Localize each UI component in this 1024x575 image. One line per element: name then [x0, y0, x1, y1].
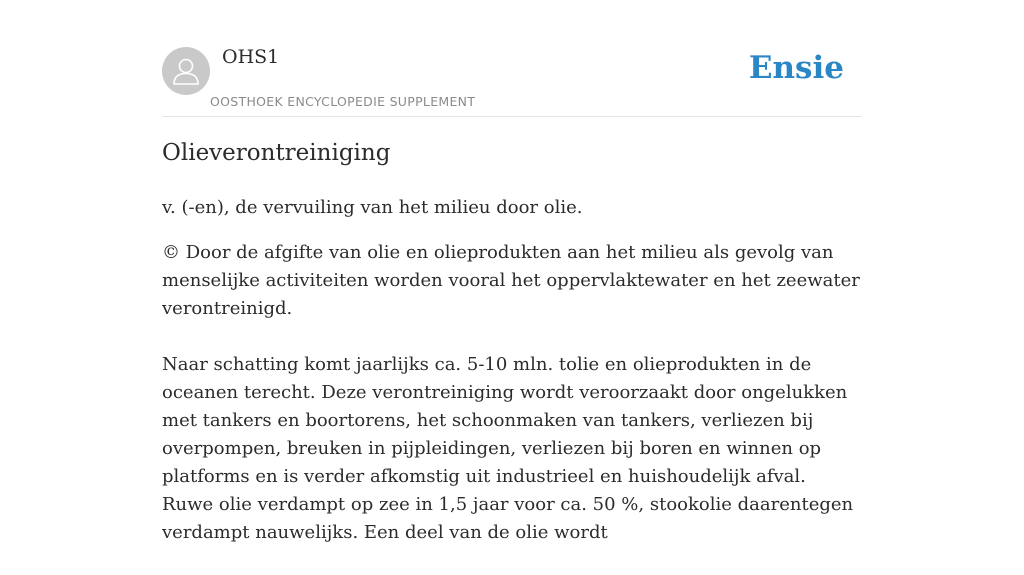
- user-avatar-icon[interactable]: [162, 47, 210, 95]
- entry-body: [162, 239, 862, 575]
- entry-definition: v. (-en), de vervuiling van het milieu door olie.: [162, 197, 583, 218]
- entry-header: [162, 0, 862, 117]
- page-container: [162, 0, 862, 543]
- entry-paragraph: Naar schatting komt jaarlijks ca. 5-10 mln. tolie en olieprodukten in de oceanen terecht. Deze verontreiniging wordt veroorzaakt door ongelukken met tankers en boortorens, het schoonmaken van tankers, verliezen bij overpompen, breuken in pijpleidingen, verliezen bij boren en winnen op platforms en is verder afkomstig uit industrieel en huishoudelijk afval. Ruwe olie verdampt op zee in 1,5 jaar voor ca. 50 %, stookolie daarentegen verdampt nauwelijks. Een deel van de olie wordt: [162, 354, 854, 543]
- source-code-link[interactable]: OHS1: [222, 46, 280, 68]
- entry-paragraph: © Door de afgifte van olie en olieprodukten aan het milieu als gevolg van menselijke activiteiten worden vooral het oppervlaktewater en het zeewater verontreinigd.: [162, 242, 860, 319]
- brand-logo[interactable]: Ensie: [748, 50, 844, 86]
- source-name[interactable]: OOSTHOEK ENCYCLOPEDIE SUPPLEMENT: [210, 94, 476, 109]
- entry-title: Olieverontreiniging: [162, 140, 391, 166]
